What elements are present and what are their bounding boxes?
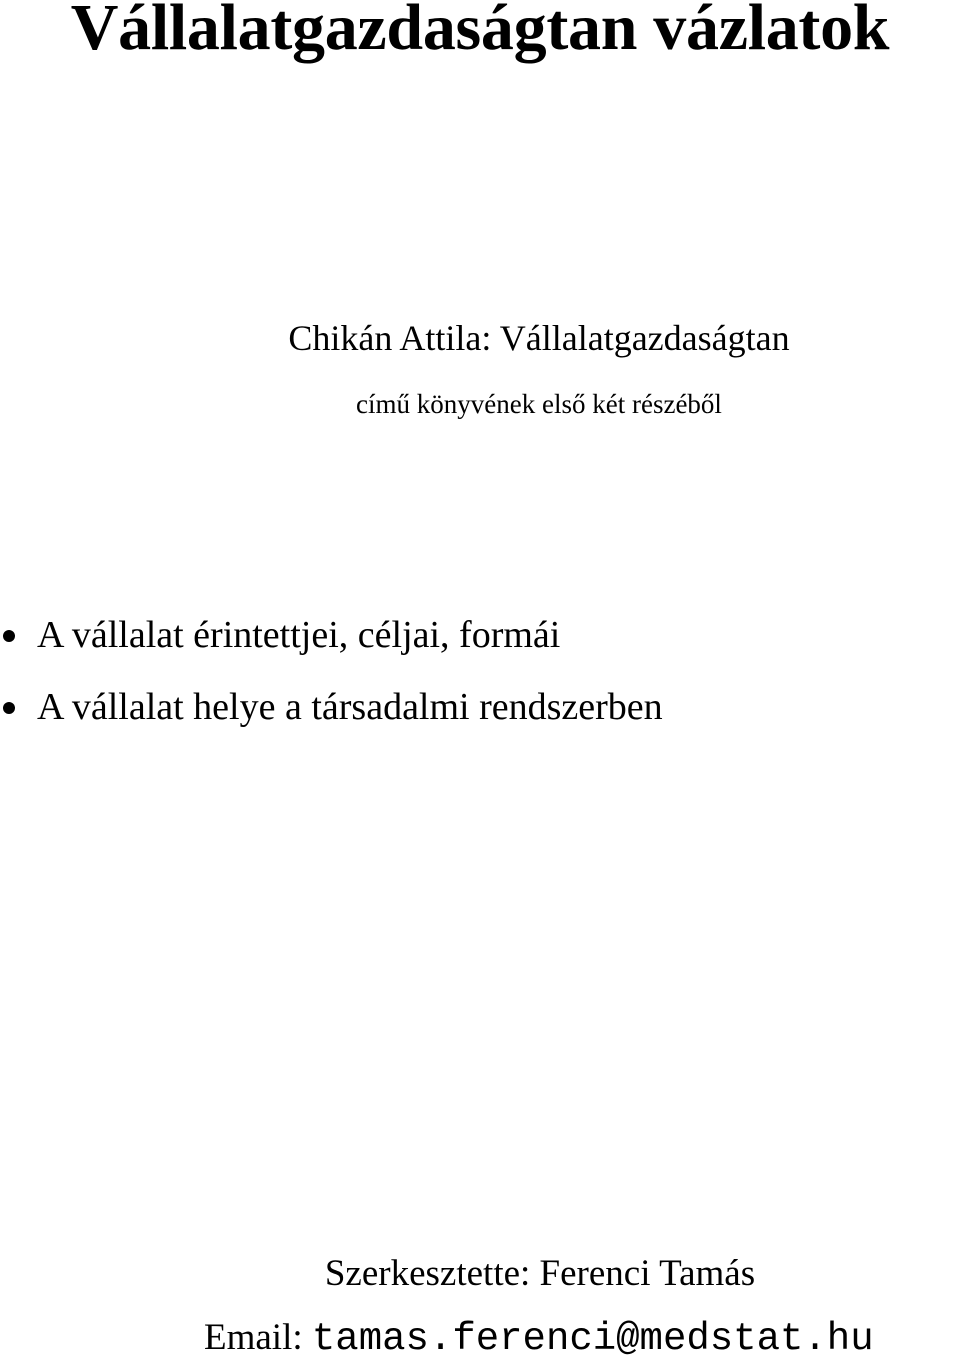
email-label: Email: bbox=[204, 1317, 303, 1358]
list-item bbox=[0, 612, 663, 684]
email-address: tamas.ferenci@medstat.hu bbox=[311, 1317, 874, 1361]
editor-credit: Szerkesztette: Ferenci Tamás bbox=[324, 1253, 756, 1294]
list-item bbox=[0, 684, 663, 756]
topic-list bbox=[0, 612, 663, 756]
email-line bbox=[204, 1316, 874, 1361]
bullet-icon bbox=[3, 702, 15, 714]
document-title bbox=[0, 0, 960, 64]
source-book-subline: című könyvének első két részéből bbox=[356, 389, 722, 419]
list-item-text: A vállalat érintettjei, céljai, formái bbox=[37, 614, 561, 656]
bullet-icon bbox=[3, 630, 15, 642]
list-item-text: A vállalat helye a társadalmi rendszerben bbox=[37, 686, 663, 728]
source-book-line: Chikán Attila: Vállalatgazdaságtan bbox=[288, 318, 790, 358]
document-title-text: Vállalatgazdaságtan vázlatok bbox=[70, 0, 890, 64]
